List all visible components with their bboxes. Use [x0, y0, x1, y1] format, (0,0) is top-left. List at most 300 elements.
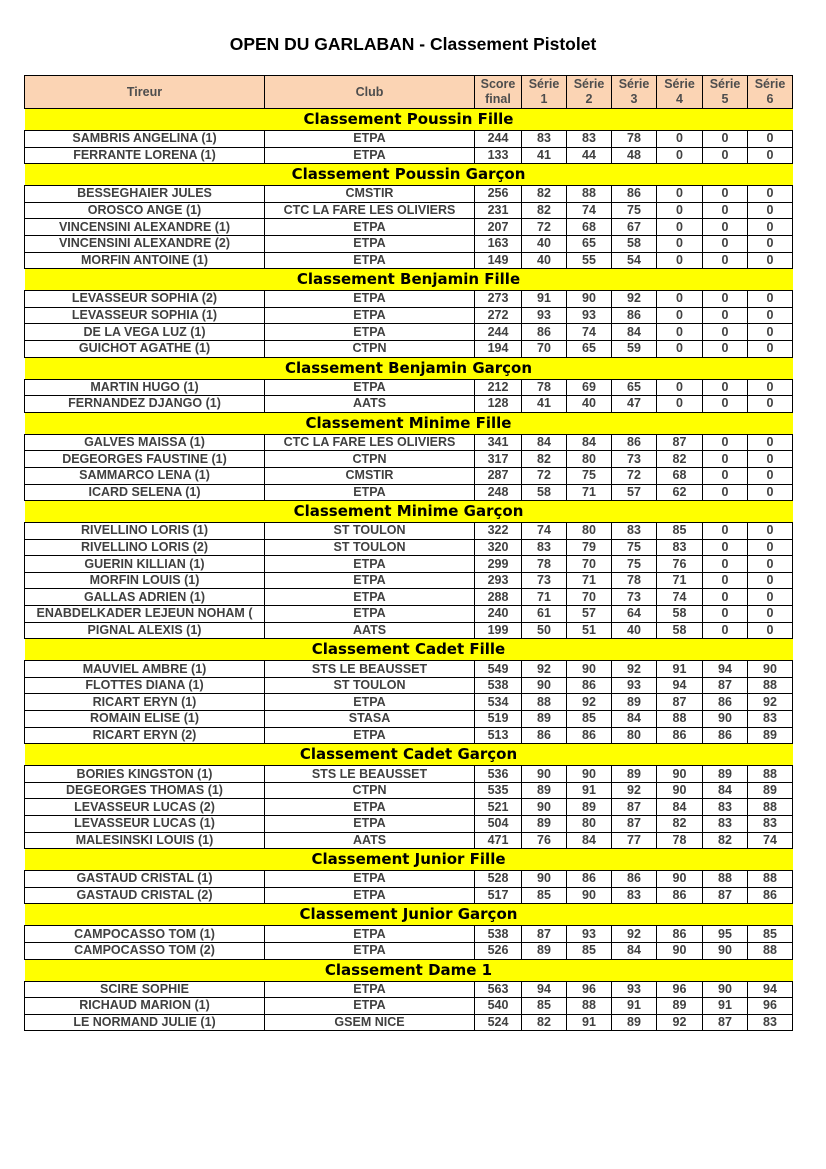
serie-4-score: 0	[657, 147, 703, 164]
table-row	[25, 942, 793, 959]
serie-5-score: 82	[703, 832, 748, 849]
table-row	[25, 539, 793, 556]
serie-3-score: 86	[612, 434, 657, 451]
serie-6-score: 0	[748, 572, 793, 589]
score-final: 317	[475, 451, 522, 468]
serie-5-score: 90	[703, 711, 748, 728]
shooter-name: CAMPOCASSO TOM (1)	[25, 926, 265, 943]
serie-1-score: 73	[522, 572, 567, 589]
serie-3-score: 84	[612, 324, 657, 341]
shooter-name: ENABDELKADER LEJEUN NOHAM (	[25, 606, 265, 623]
serie-4-score: 84	[657, 799, 703, 816]
serie-2-score: 83	[567, 131, 612, 148]
serie-1-score: 61	[522, 606, 567, 623]
header-serie-label: Série	[664, 77, 695, 91]
table-row	[25, 307, 793, 324]
serie-6-score: 0	[748, 396, 793, 413]
serie-2-score: 88	[567, 186, 612, 203]
serie-6-score: 0	[748, 186, 793, 203]
shooter-name: GALLAS ADRIEN (1)	[25, 589, 265, 606]
table-row	[25, 782, 793, 799]
club-name: CTPN	[265, 451, 475, 468]
serie-4-score: 0	[657, 252, 703, 269]
serie-4-score: 0	[657, 324, 703, 341]
shooter-name: GUICHOT AGATHE (1)	[25, 340, 265, 357]
club-name: ETPA	[265, 998, 475, 1015]
club-name: ST TOULON	[265, 677, 475, 694]
score-final: 133	[475, 147, 522, 164]
category-title: Classement Junior Garçon	[25, 904, 793, 926]
serie-4-score: 0	[657, 219, 703, 236]
serie-2-score: 84	[567, 434, 612, 451]
serie-2-score: 93	[567, 926, 612, 943]
table-row	[25, 677, 793, 694]
serie-5-score: 0	[703, 622, 748, 639]
serie-5-score: 0	[703, 606, 748, 623]
score-final: 341	[475, 434, 522, 451]
table-header	[25, 76, 793, 109]
results-table	[24, 75, 793, 1031]
table-row	[25, 727, 793, 744]
score-final: 244	[475, 324, 522, 341]
serie-2-score: 74	[567, 202, 612, 219]
serie-1-score: 93	[522, 307, 567, 324]
shooter-name: MORFIN ANTOINE (1)	[25, 252, 265, 269]
serie-5-score: 87	[703, 677, 748, 694]
score-final: 322	[475, 523, 522, 540]
serie-2-score: 93	[567, 307, 612, 324]
serie-2-score: 85	[567, 711, 612, 728]
shooter-name: DE LA VEGA LUZ (1)	[25, 324, 265, 341]
serie-4-score: 76	[657, 556, 703, 573]
score-final: 256	[475, 186, 522, 203]
club-name: ETPA	[265, 816, 475, 833]
score-final: 293	[475, 572, 522, 589]
table-row	[25, 379, 793, 396]
serie-1-score: 87	[522, 926, 567, 943]
table-row	[25, 572, 793, 589]
shooter-name: FERNANDEZ DJANGO (1)	[25, 396, 265, 413]
header-score-line2: final	[485, 92, 511, 106]
serie-4-score: 0	[657, 291, 703, 308]
serie-3-score: 86	[612, 871, 657, 888]
serie-4-score: 87	[657, 694, 703, 711]
serie-4-score: 85	[657, 523, 703, 540]
serie-2-score: 91	[567, 782, 612, 799]
category-title: Classement Minime Fille	[25, 412, 793, 434]
serie-4-score: 58	[657, 606, 703, 623]
serie-2-score: 84	[567, 832, 612, 849]
category-header-row	[25, 959, 793, 981]
header-tireur: Tireur	[25, 76, 265, 109]
table-row	[25, 291, 793, 308]
table-body	[25, 109, 793, 1031]
club-name: ETPA	[265, 291, 475, 308]
score-final: 240	[475, 606, 522, 623]
serie-4-score: 90	[657, 942, 703, 959]
score-final: 535	[475, 782, 522, 799]
serie-1-score: 86	[522, 727, 567, 744]
club-name: ETPA	[265, 942, 475, 959]
shooter-name: LEVASSEUR SOPHIA (2)	[25, 291, 265, 308]
serie-3-score: 73	[612, 451, 657, 468]
header-serie-number: 5	[721, 92, 729, 106]
serie-5-score: 91	[703, 998, 748, 1015]
serie-3-score: 64	[612, 606, 657, 623]
club-name: ST TOULON	[265, 523, 475, 540]
table-row	[25, 219, 793, 236]
serie-5-score: 0	[703, 484, 748, 501]
header-serie-4	[657, 76, 703, 109]
serie-4-score: 78	[657, 832, 703, 849]
score-final: 231	[475, 202, 522, 219]
club-name: ETPA	[265, 235, 475, 252]
serie-3-score: 78	[612, 131, 657, 148]
serie-4-score: 88	[657, 711, 703, 728]
serie-3-score: 73	[612, 589, 657, 606]
serie-6-score: 0	[748, 291, 793, 308]
serie-2-score: 65	[567, 235, 612, 252]
serie-5-score: 0	[703, 556, 748, 573]
serie-1-score: 90	[522, 799, 567, 816]
category-title: Classement Poussin Garçon	[25, 164, 793, 186]
serie-2-score: 44	[567, 147, 612, 164]
table-row	[25, 887, 793, 904]
header-serie-number: 2	[585, 92, 593, 106]
serie-3-score: 87	[612, 799, 657, 816]
score-final: 299	[475, 556, 522, 573]
serie-5-score: 88	[703, 871, 748, 888]
shooter-name: GASTAUD CRISTAL (2)	[25, 887, 265, 904]
shooter-name: SAMMARCO LENA (1)	[25, 467, 265, 484]
club-name: ETPA	[265, 572, 475, 589]
serie-3-score: 72	[612, 467, 657, 484]
serie-5-score: 90	[703, 981, 748, 998]
serie-6-score: 0	[748, 467, 793, 484]
serie-2-score: 92	[567, 694, 612, 711]
serie-1-score: 50	[522, 622, 567, 639]
serie-3-score: 86	[612, 186, 657, 203]
score-final: 534	[475, 694, 522, 711]
category-header-row	[25, 501, 793, 523]
shooter-name: LEVASSEUR LUCAS (2)	[25, 799, 265, 816]
header-score-line1: Score	[480, 77, 516, 91]
serie-1-score: 71	[522, 589, 567, 606]
serie-6-score: 0	[748, 202, 793, 219]
serie-1-score: 85	[522, 998, 567, 1015]
serie-2-score: 86	[567, 677, 612, 694]
score-final: 273	[475, 291, 522, 308]
serie-2-score: 70	[567, 556, 612, 573]
serie-3-score: 84	[612, 942, 657, 959]
shooter-name: GUERIN KILLIAN (1)	[25, 556, 265, 573]
serie-5-score: 0	[703, 572, 748, 589]
serie-4-score: 71	[657, 572, 703, 589]
shooter-name: SAMBRIS ANGELINA (1)	[25, 131, 265, 148]
shooter-name: MAUVIEL AMBRE (1)	[25, 661, 265, 678]
serie-4-score: 0	[657, 131, 703, 148]
club-name: ETPA	[265, 727, 475, 744]
serie-6-score: 88	[748, 677, 793, 694]
serie-6-score: 0	[748, 219, 793, 236]
serie-2-score: 68	[567, 219, 612, 236]
shooter-name: VINCENSINI ALEXANDRE (2)	[25, 235, 265, 252]
serie-5-score: 0	[703, 523, 748, 540]
table-row	[25, 622, 793, 639]
club-name: ETPA	[265, 484, 475, 501]
serie-1-score: 92	[522, 661, 567, 678]
table-row	[25, 832, 793, 849]
serie-1-score: 78	[522, 379, 567, 396]
club-name: ETPA	[265, 606, 475, 623]
category-title: Classement Minime Garçon	[25, 501, 793, 523]
serie-6-score: 0	[748, 556, 793, 573]
serie-5-score: 0	[703, 451, 748, 468]
club-name: ETPA	[265, 219, 475, 236]
serie-4-score: 94	[657, 677, 703, 694]
header-serie-number: 3	[630, 92, 638, 106]
club-name: ETPA	[265, 887, 475, 904]
serie-2-score: 70	[567, 589, 612, 606]
shooter-name: MARTIN HUGO (1)	[25, 379, 265, 396]
shooter-name: RICART ERYN (1)	[25, 694, 265, 711]
serie-1-score: 78	[522, 556, 567, 573]
serie-2-score: 90	[567, 661, 612, 678]
shooter-name: ICARD SELENA (1)	[25, 484, 265, 501]
serie-1-score: 82	[522, 202, 567, 219]
serie-4-score: 86	[657, 926, 703, 943]
serie-1-score: 70	[522, 340, 567, 357]
serie-6-score: 0	[748, 324, 793, 341]
serie-1-score: 86	[522, 324, 567, 341]
serie-1-score: 90	[522, 766, 567, 783]
serie-3-score: 47	[612, 396, 657, 413]
table-row	[25, 926, 793, 943]
serie-5-score: 0	[703, 324, 748, 341]
table-row	[25, 556, 793, 573]
serie-3-score: 78	[612, 572, 657, 589]
serie-5-score: 83	[703, 799, 748, 816]
score-final: 272	[475, 307, 522, 324]
serie-3-score: 92	[612, 291, 657, 308]
serie-5-score: 0	[703, 147, 748, 164]
table-row	[25, 324, 793, 341]
shooter-name: LE NORMAND JULIE (1)	[25, 1014, 265, 1031]
serie-6-score: 88	[748, 799, 793, 816]
serie-5-score: 87	[703, 1014, 748, 1031]
serie-6-score: 0	[748, 484, 793, 501]
serie-4-score: 82	[657, 816, 703, 833]
serie-6-score: 92	[748, 694, 793, 711]
shooter-name: LEVASSEUR SOPHIA (1)	[25, 307, 265, 324]
shooter-name: FLOTTES DIANA (1)	[25, 677, 265, 694]
shooter-name: DEGEORGES FAUSTINE (1)	[25, 451, 265, 468]
serie-6-score: 83	[748, 711, 793, 728]
header-club: Club	[265, 76, 475, 109]
score-final: 549	[475, 661, 522, 678]
serie-1-score: 89	[522, 711, 567, 728]
shooter-name: RICHAUD MARION (1)	[25, 998, 265, 1015]
serie-4-score: 87	[657, 434, 703, 451]
category-title: Classement Cadet Fille	[25, 639, 793, 661]
header-serie-number: 1	[540, 92, 548, 106]
serie-1-score: 72	[522, 467, 567, 484]
score-final: 244	[475, 131, 522, 148]
category-header-row	[25, 849, 793, 871]
club-name: AATS	[265, 396, 475, 413]
serie-2-score: 57	[567, 606, 612, 623]
serie-3-score: 92	[612, 661, 657, 678]
serie-1-score: 84	[522, 434, 567, 451]
score-final: 536	[475, 766, 522, 783]
header-serie-6	[748, 76, 793, 109]
club-name: CTC LA FARE LES OLIVIERS	[265, 202, 475, 219]
serie-1-score: 85	[522, 887, 567, 904]
header-serie-number: 4	[676, 92, 683, 106]
serie-2-score: 71	[567, 572, 612, 589]
score-final: 248	[475, 484, 522, 501]
score-final: 199	[475, 622, 522, 639]
table-row	[25, 711, 793, 728]
header-serie-5	[703, 76, 748, 109]
score-final: 287	[475, 467, 522, 484]
serie-3-score: 83	[612, 887, 657, 904]
serie-6-score: 94	[748, 981, 793, 998]
serie-6-score: 0	[748, 523, 793, 540]
serie-5-score: 86	[703, 694, 748, 711]
serie-2-score: 88	[567, 998, 612, 1015]
score-final: 526	[475, 942, 522, 959]
serie-4-score: 91	[657, 661, 703, 678]
shooter-name: RIVELLINO LORIS (2)	[25, 539, 265, 556]
serie-6-score: 90	[748, 661, 793, 678]
serie-5-score: 0	[703, 252, 748, 269]
serie-6-score: 0	[748, 606, 793, 623]
serie-4-score: 82	[657, 451, 703, 468]
club-name: ETPA	[265, 379, 475, 396]
serie-2-score: 90	[567, 766, 612, 783]
header-serie-label: Série	[618, 77, 650, 91]
serie-2-score: 96	[567, 981, 612, 998]
table-row	[25, 589, 793, 606]
category-header-row	[25, 904, 793, 926]
shooter-name: FERRANTE LORENA (1)	[25, 147, 265, 164]
serie-5-score: 0	[703, 589, 748, 606]
serie-2-score: 91	[567, 1014, 612, 1031]
table-row	[25, 981, 793, 998]
score-final: 212	[475, 379, 522, 396]
header-serie-label: Série	[528, 77, 560, 91]
club-name: CTPN	[265, 340, 475, 357]
table-row	[25, 523, 793, 540]
table-row	[25, 396, 793, 413]
serie-6-score: 88	[748, 942, 793, 959]
serie-6-score: 89	[748, 727, 793, 744]
serie-3-score: 92	[612, 926, 657, 943]
shooter-name: SCIRE SOPHIE	[25, 981, 265, 998]
category-header-row	[25, 109, 793, 131]
serie-2-score: 80	[567, 816, 612, 833]
serie-3-score: 89	[612, 1014, 657, 1031]
serie-5-score: 0	[703, 219, 748, 236]
club-name: ETPA	[265, 981, 475, 998]
serie-2-score: 40	[567, 396, 612, 413]
shooter-name: RICART ERYN (2)	[25, 727, 265, 744]
shooter-name: DEGEORGES THOMAS (1)	[25, 782, 265, 799]
serie-6-score: 74	[748, 832, 793, 849]
serie-2-score: 90	[567, 291, 612, 308]
serie-3-score: 58	[612, 235, 657, 252]
club-name: ETPA	[265, 589, 475, 606]
serie-6-score: 83	[748, 1014, 793, 1031]
serie-1-score: 89	[522, 942, 567, 959]
serie-4-score: 58	[657, 622, 703, 639]
serie-6-score: 96	[748, 998, 793, 1015]
header-serie-1	[522, 76, 567, 109]
score-final: 517	[475, 887, 522, 904]
table-row	[25, 799, 793, 816]
serie-3-score: 75	[612, 202, 657, 219]
serie-6-score: 0	[748, 539, 793, 556]
serie-2-score: 74	[567, 324, 612, 341]
serie-6-score: 0	[748, 131, 793, 148]
club-name: CTC LA FARE LES OLIVIERS	[265, 434, 475, 451]
serie-1-score: 89	[522, 782, 567, 799]
score-final: 563	[475, 981, 522, 998]
serie-1-score: 83	[522, 131, 567, 148]
club-name: ETPA	[265, 926, 475, 943]
serie-6-score: 0	[748, 147, 793, 164]
serie-3-score: 83	[612, 523, 657, 540]
serie-3-score: 75	[612, 539, 657, 556]
serie-6-score: 0	[748, 252, 793, 269]
category-title: Classement Dame 1	[25, 959, 793, 981]
serie-4-score: 0	[657, 235, 703, 252]
serie-5-score: 0	[703, 307, 748, 324]
category-header-row	[25, 164, 793, 186]
serie-6-score: 0	[748, 307, 793, 324]
serie-4-score: 89	[657, 998, 703, 1015]
serie-1-score: 83	[522, 539, 567, 556]
serie-4-score: 86	[657, 727, 703, 744]
serie-4-score: 68	[657, 467, 703, 484]
shooter-name: PIGNAL ALEXIS (1)	[25, 622, 265, 639]
table-row	[25, 186, 793, 203]
serie-3-score: 48	[612, 147, 657, 164]
serie-6-score: 89	[748, 782, 793, 799]
serie-3-score: 84	[612, 711, 657, 728]
serie-1-score: 41	[522, 147, 567, 164]
serie-4-score: 0	[657, 186, 703, 203]
serie-3-score: 89	[612, 694, 657, 711]
serie-6-score: 0	[748, 622, 793, 639]
score-final: 128	[475, 396, 522, 413]
club-name: ETPA	[265, 556, 475, 573]
serie-3-score: 40	[612, 622, 657, 639]
serie-3-score: 59	[612, 340, 657, 357]
club-name: CMSTIR	[265, 467, 475, 484]
serie-4-score: 90	[657, 871, 703, 888]
shooter-name: GASTAUD CRISTAL (1)	[25, 871, 265, 888]
serie-1-score: 94	[522, 981, 567, 998]
club-name: GSEM NICE	[265, 1014, 475, 1031]
table-row	[25, 484, 793, 501]
club-name: ETPA	[265, 131, 475, 148]
score-final: 519	[475, 711, 522, 728]
category-header-row	[25, 412, 793, 434]
shooter-name: ROMAIN ELISE (1)	[25, 711, 265, 728]
serie-5-score: 0	[703, 340, 748, 357]
